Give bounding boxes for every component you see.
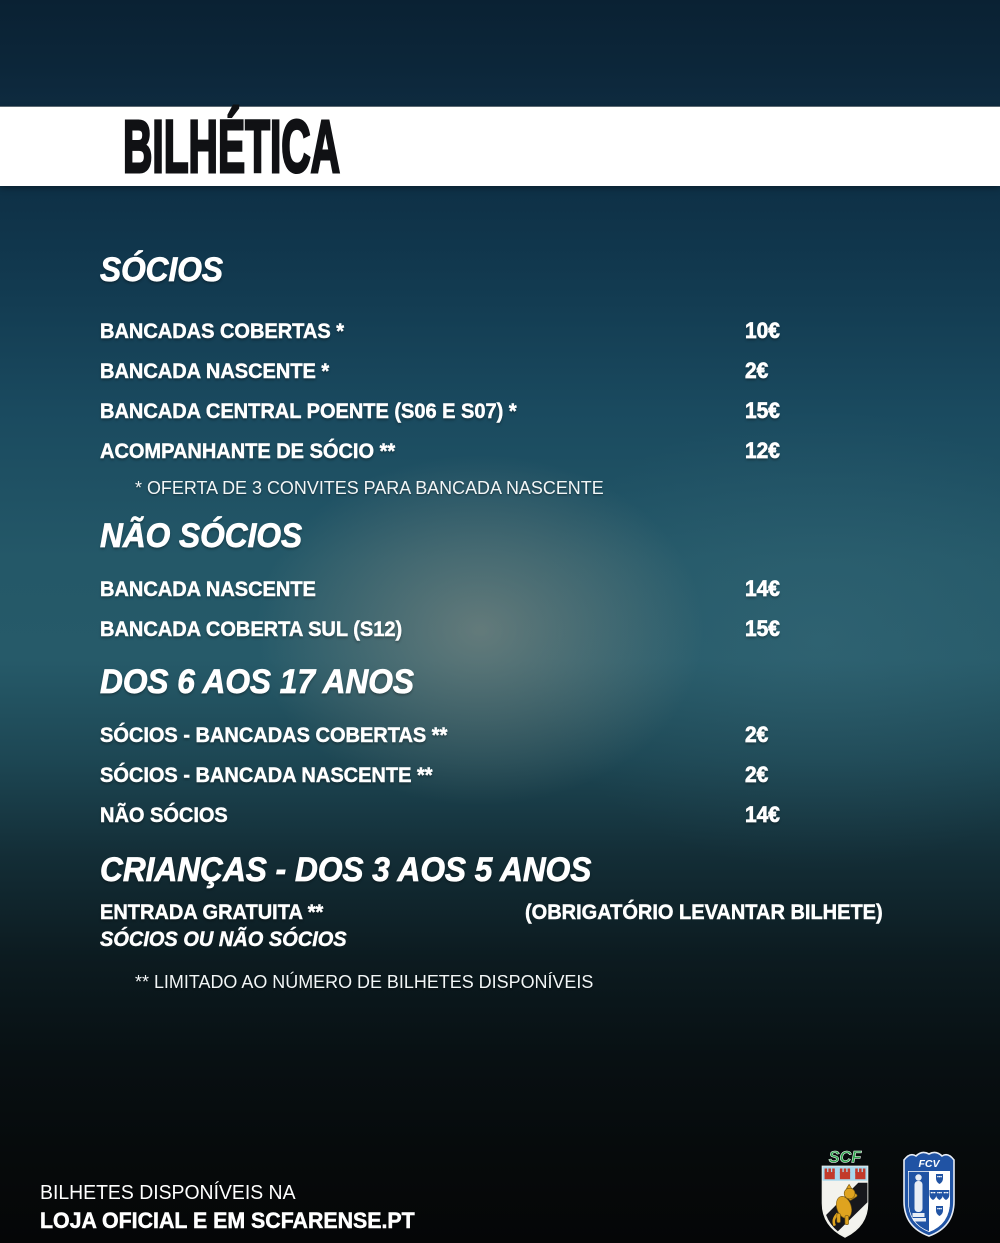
footnote: * OFERTA DE 3 CONVITES PARA BANCADA NASCENTE — [135, 477, 604, 498]
section-heading: CRIANÇAS - DOS 3 AOS 5 ANOS — [100, 851, 592, 889]
section-heading: SÓCIOS — [100, 251, 223, 289]
row-price: 12€ — [745, 438, 780, 463]
price-row — [100, 311, 1000, 351]
section-rows — [100, 569, 1000, 649]
entry-subline: SÓCIOS OU NÃO SÓCIOS — [100, 927, 347, 951]
entry-row — [100, 899, 1000, 926]
vizela-crest-icon — [900, 1146, 958, 1240]
footnote: ** LIMITADO AO NÚMERO DE BILHETES DISPONÍVEIS — [135, 971, 594, 992]
section-criancas — [100, 850, 1000, 997]
price-row — [100, 609, 1000, 649]
farense-initials: SCF — [828, 1148, 862, 1167]
row-price: 2€ — [745, 762, 769, 787]
row-price: 2€ — [745, 358, 769, 383]
row-label: BANCADA NASCENTE — [100, 577, 316, 601]
section-heading: DOS 6 AOS 17 ANOS — [100, 663, 414, 701]
entry-condition: (OBRIGATÓRIO LEVANTAR BILHETE) — [525, 900, 883, 924]
section-nao-socios — [100, 516, 1000, 649]
section-heading: NÃO SÓCIOS — [100, 517, 303, 555]
row-label: NÃO SÓCIOS — [100, 803, 228, 827]
section-rows — [100, 715, 1000, 835]
section-socios — [100, 250, 1000, 503]
price-row — [100, 795, 1000, 835]
price-row — [100, 715, 1000, 755]
row-price: 14€ — [745, 802, 780, 827]
price-row — [100, 569, 1000, 609]
row-price: 10€ — [745, 318, 780, 343]
row-label: BANCADA COBERTA SUL (S12) — [100, 617, 403, 641]
row-price: 2€ — [745, 722, 769, 747]
row-price: 15€ — [745, 398, 780, 423]
row-label: SÓCIOS - BANCADAS COBERTAS ** — [100, 723, 448, 747]
price-row — [100, 755, 1000, 795]
price-row — [100, 391, 1000, 431]
entry-subline-row — [100, 926, 1000, 953]
row-price: 14€ — [745, 576, 780, 601]
row-label: BANCADA NASCENTE * — [100, 359, 330, 383]
price-row — [100, 431, 1000, 471]
page-title: BILHÉTICA — [123, 104, 341, 188]
row-label: SÓCIOS - BANCADA NASCENTE ** — [100, 763, 433, 787]
castle-motifs — [825, 1168, 866, 1179]
vizela-initials: FCV — [918, 1158, 940, 1170]
price-row — [100, 351, 1000, 391]
section-rows — [100, 311, 1000, 471]
row-label: BANCADAS COBERTAS * — [100, 319, 345, 343]
row-price: 15€ — [745, 616, 780, 641]
row-label: ACOMPANHANTE DE SÓCIO ** — [100, 439, 396, 463]
row-label: BANCADA CENTRAL POENTE (S06 E S07) * — [100, 399, 517, 423]
entry-label: ENTRADA GRATUITA ** — [100, 900, 324, 924]
farense-crest-icon — [816, 1146, 874, 1240]
footer — [40, 1180, 426, 1235]
footer-line2: LOJA OFICIAL E EM SCFARENSE.PT — [40, 1208, 415, 1233]
section-6-17-anos — [100, 662, 1000, 835]
footer-line1: BILHETES DISPONÍVEIS NA — [40, 1182, 296, 1204]
